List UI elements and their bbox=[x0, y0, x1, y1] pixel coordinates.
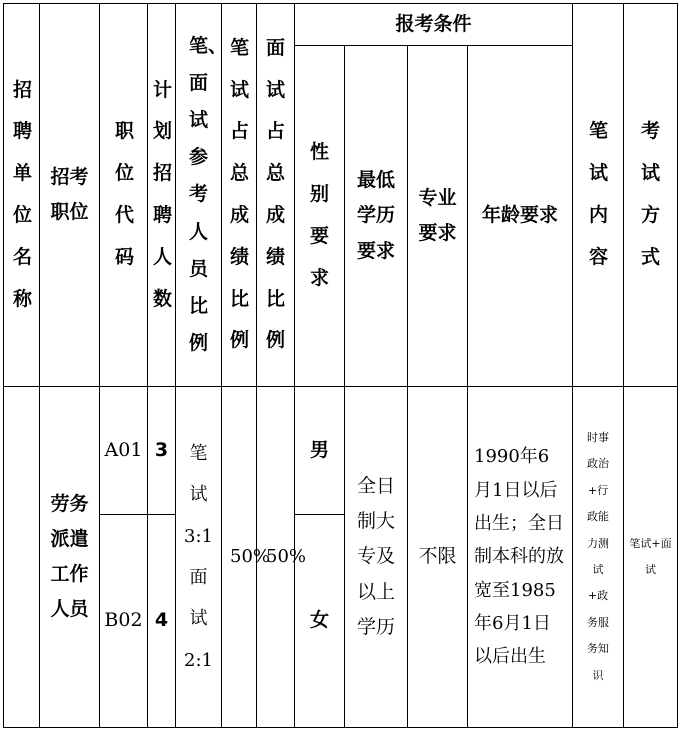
cell-unit-name bbox=[4, 387, 40, 728]
cell-gender-male: 男 bbox=[295, 387, 345, 515]
header-conditions-group: 报考条件 bbox=[295, 4, 573, 46]
cell-ratio: 笔试3:1面试2:1 bbox=[176, 387, 222, 728]
cell-position: 劳务派遣工作人员 bbox=[40, 387, 100, 728]
cell-gender-female: 女 bbox=[295, 515, 345, 728]
recruitment-table bbox=[3, 3, 678, 728]
header-gender: 性别要求 bbox=[295, 46, 345, 387]
header-position-code: 职位代码 bbox=[100, 4, 148, 387]
header-unit-name: 招聘单位名称 bbox=[4, 4, 40, 387]
cell-age: 1990年6月1日以后出生；全日制本科的放宽至1985年6月1日以后出生 bbox=[468, 387, 573, 728]
cell-exam-method: 笔试+面试 bbox=[624, 387, 678, 728]
cell-interview-weight: 50% bbox=[257, 387, 295, 728]
cell-code-b02: B02 bbox=[100, 515, 148, 728]
header-age: 年龄要求 bbox=[468, 46, 573, 387]
header-major: 专业要求 bbox=[408, 46, 468, 387]
header-exam-content: 笔试内容 bbox=[573, 4, 624, 387]
header-exam-method: 考试方式 bbox=[624, 4, 678, 387]
header-interview-weight: 面试占总成绩比例 bbox=[257, 4, 295, 387]
cell-education: 全日制大专及以上学历 bbox=[345, 387, 408, 728]
cell-code-a01: A01 bbox=[100, 387, 148, 515]
cell-count-b02: 4 bbox=[148, 515, 176, 728]
cell-exam-content: 时事政治+行政能力测试+政务服务知识 bbox=[573, 387, 624, 728]
header-plan-count: 计划招聘人数 bbox=[148, 4, 176, 387]
header-education: 最低学历要求 bbox=[345, 46, 408, 387]
cell-written-weight: 50% bbox=[222, 387, 257, 728]
header-position: 招考职位 bbox=[40, 4, 100, 387]
cell-count-a01: 3 bbox=[148, 387, 176, 515]
header-written-weight: 笔试占总成绩比例 bbox=[222, 4, 257, 387]
cell-major: 不限 bbox=[408, 387, 468, 728]
header-ratio: 笔、面试参考人员比例 bbox=[176, 4, 222, 387]
